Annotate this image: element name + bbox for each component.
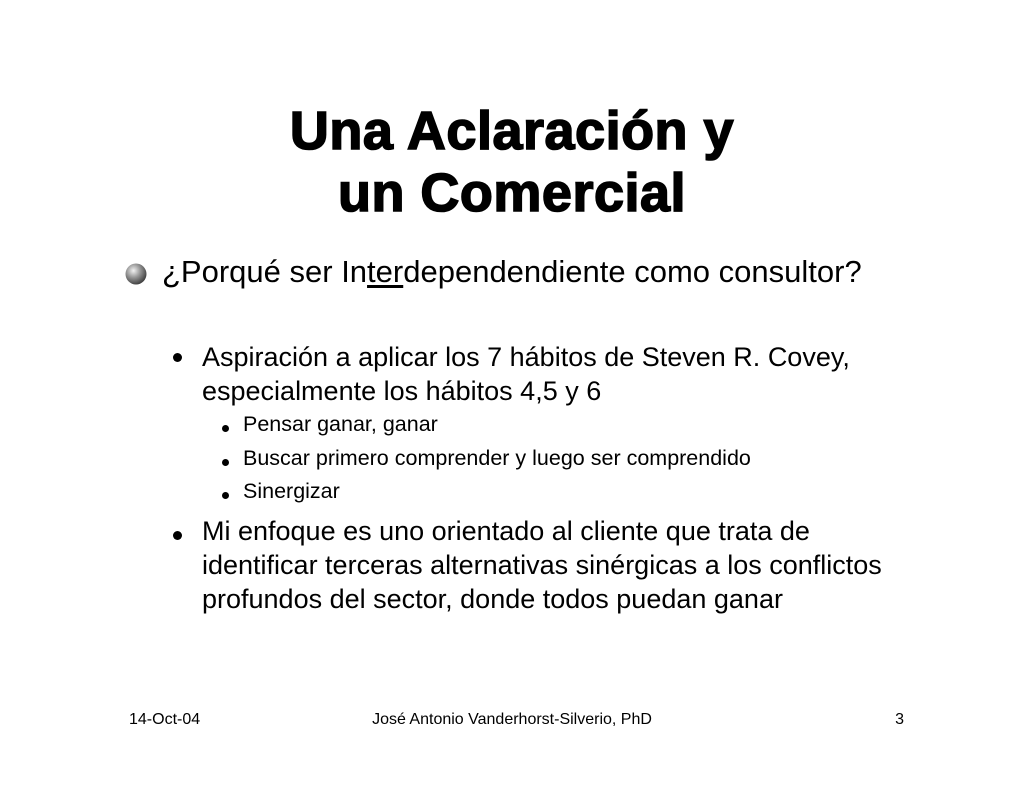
slide-title [0,100,1024,224]
main-bullet-after: dependendiente como consultor? [403,254,862,289]
footer-author: José Antonio Vanderhorst-Silverio, PhD [372,711,652,728]
main-bullet-underlined: ter [367,254,404,289]
sub-sub-bullet-3: Sinergizar [243,479,340,503]
footer-date: 14-Oct-04 [129,711,201,728]
slide-title-line-2: un Comercial [337,163,687,223]
bullet-dot-icon [173,531,182,540]
sub-bullet-2: Mi enfoque es uno orientado al cliente que trata de identificar terceras alternativas sinérgicas a los conflictos profundos del sector, donde todos puedan ganar [202,516,882,614]
sub-sub-bullet-1: Pensar ganar, ganar [243,412,438,436]
footer-page-number: 3 [895,711,904,728]
bullet-dot-icon [222,459,229,466]
sub-bullet-1: Aspiración a aplicar los 7 hábitos de Steven R. Covey, especialmente los hábitos 4,5 y 6 [202,342,850,406]
main-bullet-text [162,252,882,291]
slide-title-line-1: Una Aclaración y [289,101,735,161]
sphere-bullet-icon [124,262,148,286]
bullet-dot-icon [173,353,182,362]
sub-sub-bullet-2: Buscar primero comprender y luego ser comprendido [243,446,751,470]
bullet-dot-icon [222,425,229,432]
main-bullet-before: ¿Porqué ser In [162,254,368,289]
bullet-dot-icon [222,492,229,499]
